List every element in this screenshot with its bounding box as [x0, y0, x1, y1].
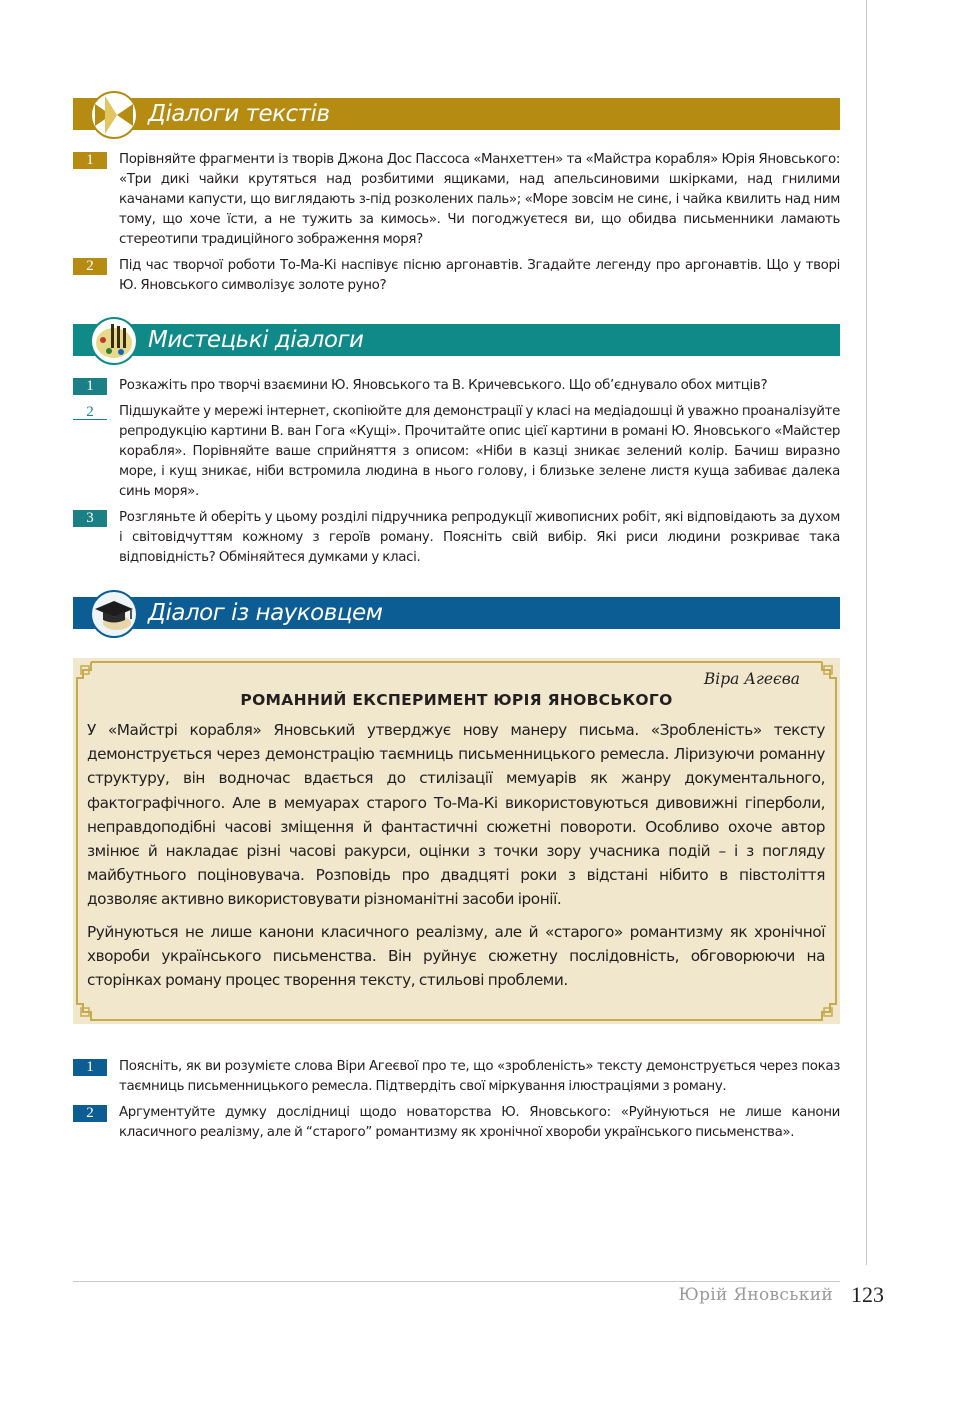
question-number: 2 [73, 404, 107, 420]
arrows-icon [87, 90, 141, 140]
excerpt-author: Віра Агеєва [703, 670, 800, 688]
question-text: Аргументуйте думку дослідниці щодо новаторства Ю. Яновського: «Руйнуються не лише канони класичного реалізму, але й “старого” романтизму як хронічної хвороби українського письменства». [119, 1105, 840, 1140]
section-header-dialogue-with-scholar [73, 597, 840, 629]
question-number: 2 [73, 258, 107, 275]
section-header-art-dialogues [73, 324, 840, 356]
question-1 [73, 376, 840, 396]
question-text: Підшукайте у мережі інтернет, скопіюйте для демонстрації у класі на медіадошці й уважно проаналізуйте репродукцію картини В. ван Гога «Кущі». Прочитайте опис цієї картини в романі Ю. Яновського «Майстер корабля». Порівняйте ваше сприйняття з описом: «Ніби в казці зникає зелений колір. Бачиш виразно море, і кущ зникає, ніби встромила людина в нього голову, і близьке зелене листя куща забиває далека синь моря». [119, 404, 840, 499]
question-3 [73, 508, 840, 568]
running-title: Юрій Яновський [678, 1285, 833, 1305]
page-margin-line [866, 0, 867, 1265]
question-number: 2 [73, 1105, 107, 1122]
question-number: 3 [73, 510, 107, 527]
graduation-cap-icon [87, 589, 141, 639]
page-number: 123 [851, 1282, 884, 1307]
section-title: Діалог із науковцем [148, 600, 383, 626]
question-number: 1 [73, 152, 107, 169]
question-text: Розгляньте й оберіть у цьому розділі підручника репродукції живописних робіт, які відповідають за духом і світовідчуттям кожному з героїв роману. Поясніть свій вибір. Які риси людини розкриває така відповідність? Обміняйтеся думками у класі. [119, 510, 840, 565]
excerpt-paragraph: Руйнуються не лише канони класичного реалізму, але й «старого» романтизму як хронічної хвороби українського письменства. Він руйнує сюжетну послідовність, обговорюючи на сторінках роману процес творення тексту, стильові проблеми. [87, 922, 825, 990]
excerpt-body [87, 718, 825, 1000]
question-text: Розкажіть про творчі взаємини Ю. Яновського та В. Кричевського. Що об’єднувало обох митців? [119, 378, 768, 393]
section-title: Діалоги текстів [148, 101, 330, 127]
question-text: Порівняйте фрагменти із творів Джона Дос Пассоса «Манхеттен» та «Майстра корабля» Юрія Яновського: «Три дикі чайки крутяться над розбитими ящиками, над апельсиновими шкірками, над гнилими качанами капусти, що виглядають з-під розколених паль»; «Море зовсім не синє, і чайка квилить над ним тому, що хоче їсти, а не тужить за кимось». Чи погоджуєтеся ви, що обидва письменники ламають стереотипи традиційного зображення моря? [119, 152, 840, 247]
question-2 [73, 402, 840, 502]
section-title: Мистецькі діалоги [148, 327, 364, 353]
question-number: 1 [73, 1059, 107, 1076]
excerpt-paragraph: У «Майстрі корабля» Яновський утверджує нову манеру письма. «Зробленість» тексту демонструється через демонстрацію таємниць письменницького ремесла. Ліризуючи романну структуру, він водночас вдається до стилізації мемуарів як жанру документального, фактографічного. Але в мемуарах старого То-Ма-Кі використовуються дивовижні гіперболи, неправдоподібні часові зміщення й фантастичні сюжетні повороти. Особливо охоче автор змінює й накладає різні часові ракурси, оцінки з точки зору учасника подій – і з погляду майбутнього поціновувача. Розповідь про двадцяті роки з відстані нібито в півстоліття дозволяє активно використовувати різноманітні засоби іронії. [87, 721, 825, 909]
question-text: Поясніть, як ви розумієте слова Віри Агеєвої про те, що «зробленість» тексту демонструється через показ таємниць письменницького ремесла. Підтвердіть свої міркування ілюстраціями з роману. [119, 1059, 840, 1094]
question-2 [73, 1103, 840, 1143]
excerpt-heading: РОМАННИЙ ЕКСПЕРИМЕНТ ЮРІЯ ЯНОВСЬКОГО [240, 691, 673, 709]
footer-divider [73, 1281, 840, 1282]
section-header-dialogues-of-texts [73, 98, 840, 130]
question-1 [73, 1057, 840, 1097]
question-number: 1 [73, 378, 107, 395]
question-1 [73, 150, 840, 250]
question-2 [73, 256, 840, 296]
scholar-excerpt-box [73, 658, 840, 1024]
palette-icon [87, 316, 141, 366]
question-text: Під час творчої роботи То-Ма-Кі наспівує пісню аргонавтів. Згадайте легенду про аргонавтів. Що у творі Ю. Яновського символізує золоте руно? [119, 258, 840, 293]
